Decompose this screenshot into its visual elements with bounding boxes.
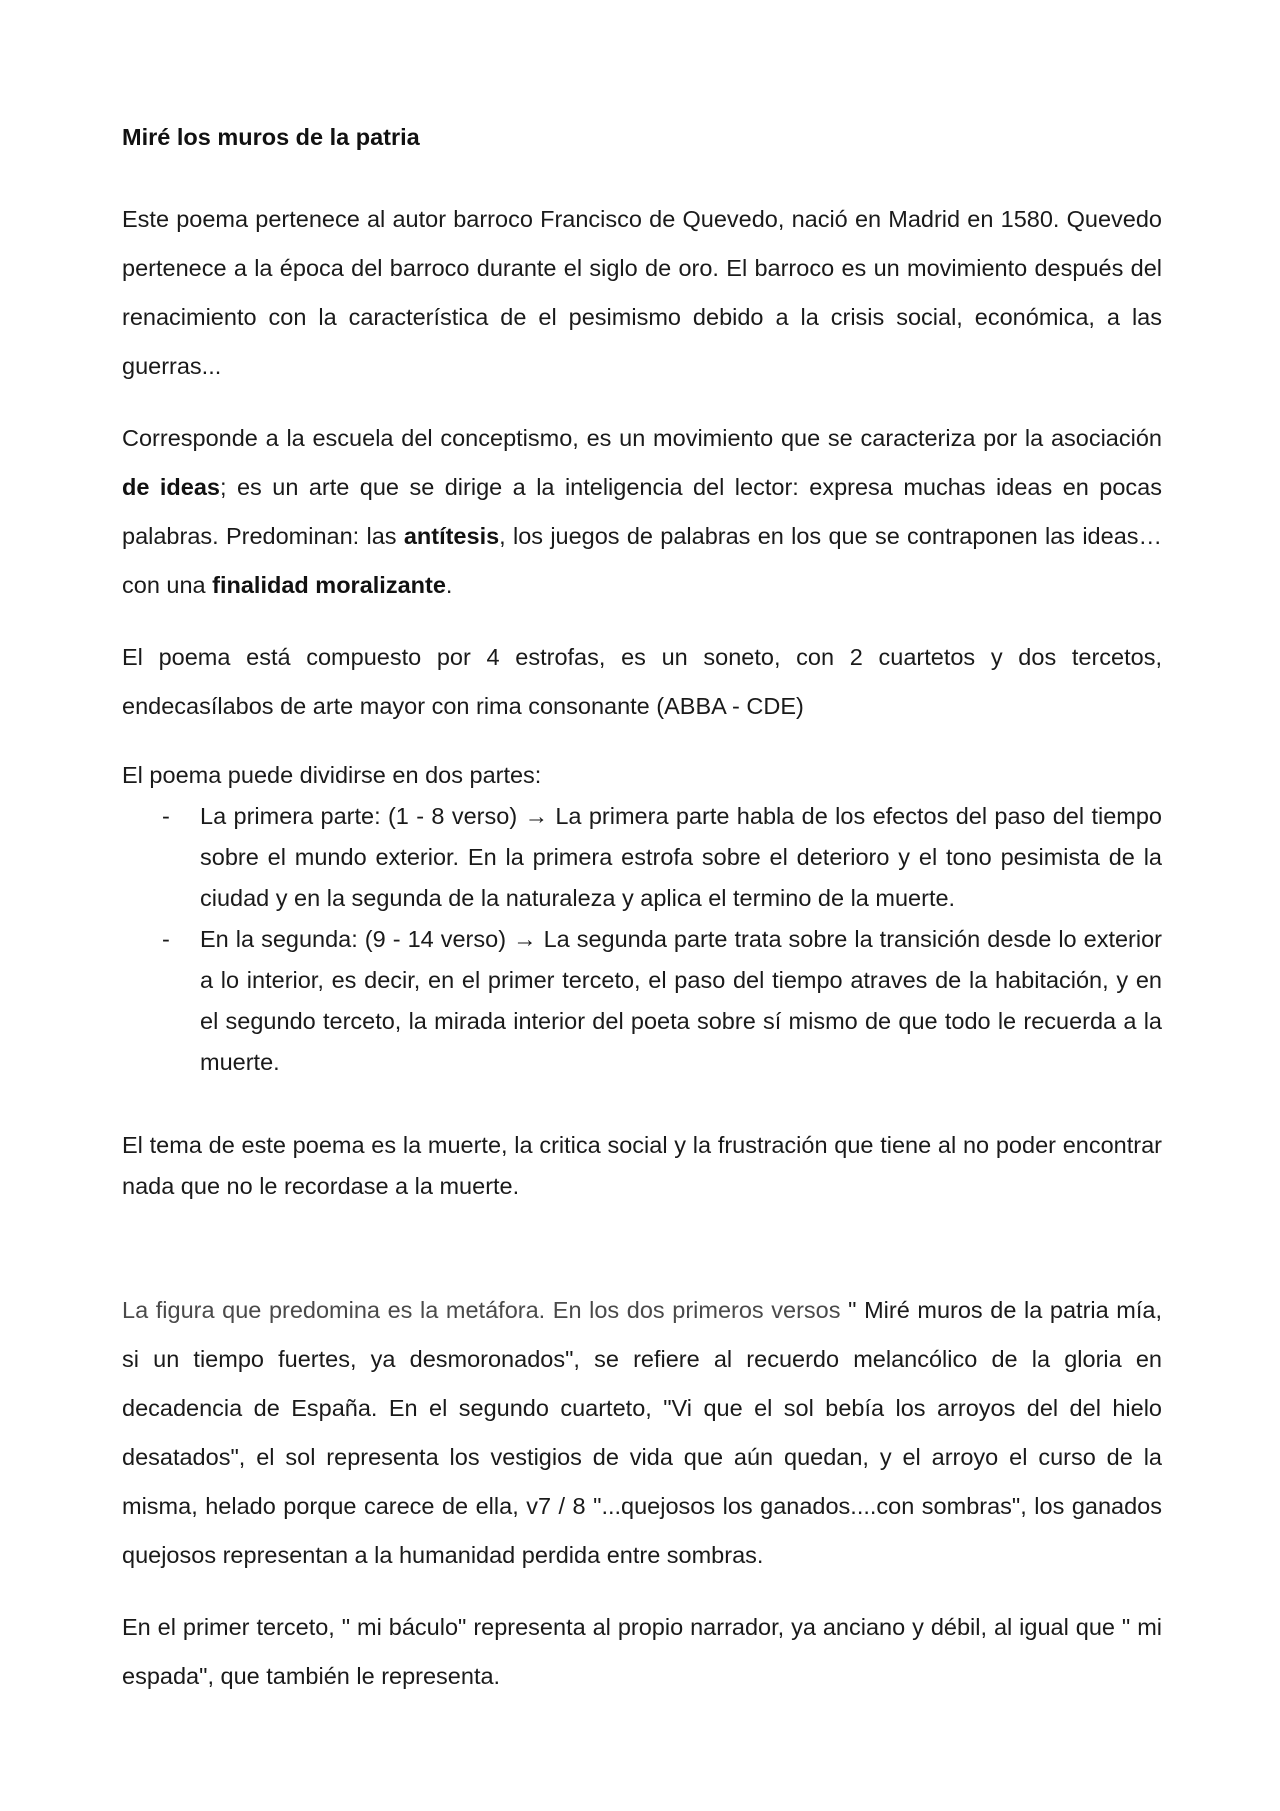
bold-antitesis: antítesis <box>403 523 500 549</box>
metaphor-gray-text: La figura que predomina es la metáfora. En los dos primeros versos <box>122 1297 849 1323</box>
bold-de-ideas: de ideas <box>122 474 220 500</box>
bold-finalidad-moralizante: finalidad moralizante <box>212 572 446 598</box>
list-item-text: La primera parte: (1 - 8 verso) → La primera parte habla de los efectos del paso del tiempo sobre el mundo exterior. En la primera estrofa sobre el deterioro y el tono pesimista de la ciudad y en la segunda de la naturaleza y aplica el termino de la muerte. <box>200 803 1162 911</box>
list-item-text: En la segunda: (9 - 14 verso) → La segunda parte trata sobre la transición desde lo exterior a lo interior, es decir, en el primer terceto, el paso del tiempo atraves de la habitación, y en el segundo terceto, la mirada interior del poeta sobre sí mismo de que todo le recuerda a la muerte. <box>200 926 1162 1075</box>
list-item <box>122 919 1162 1083</box>
conceptismo-text-4: . <box>445 572 453 598</box>
conceptismo-paragraph <box>122 414 1162 610</box>
metaphor-text: " Miré muros de la patria mía, si un tiempo fuertes, ya desmoronados", se refiere al recuerdo melancólico de la gloria en decadencia de España. En el segundo cuarteto, "Vi que el sol bebía los arroyos del del hielo desatados", el sol representa los vestigios de vida que aún quedan, y el arroyo el curso de la misma, helado porque carece de ella, v7 / 8 "...quejosos los ganados....con sombras", los ganados quejosos representan a la humanidad perdida entre sombras. <box>122 1297 1162 1568</box>
terceto-paragraph: En el primer terceto, " mi báculo" representa al propio narrador, ya anciano y débil, al igual que " mi espada", que también le representa. <box>122 1614 1162 1689</box>
parts-intro: El poema puede dividirse en dos partes: <box>122 762 542 788</box>
list-dash: - <box>162 803 170 829</box>
document-title: Miré los muros de la patria <box>122 124 420 150</box>
conceptismo-text-1: Corresponde a la escuela del conceptismo, es un movimiento que se caracteriza por la asociación <box>122 425 1162 451</box>
list-item <box>122 796 1162 919</box>
metaphor-paragraph <box>122 1286 1162 1580</box>
theme-paragraph: El tema de este poema es la muerte, la critica social y la frustración que tiene al no poder encontrar nada que no le recordase a la muerte. <box>122 1132 1162 1199</box>
intro-paragraph: Este poema pertenece al autor barroco Francisco de Quevedo, nació en Madrid en 1580. Quevedo pertenece a la época del barroco durante el siglo de oro. El barroco es un movimiento después del renacimiento con la característica de el pesimismo debido a la crisis social, económica, a las guerras... <box>122 206 1162 379</box>
structure-paragraph: El poema está compuesto por 4 estrofas, es un soneto, con 2 cuartetos y dos tercetos, endecasílabos de arte mayor con rima consonante (ABBA - CDE) <box>122 644 1162 719</box>
conceptismo-text-2: ; es un arte que se dirige a la inteligencia del lector: expresa muchas ideas en pocas palabras. Predominan: las <box>122 474 1162 549</box>
conceptismo-text-3: , los juegos de palabras en los que se contraponen las ideas… con una <box>122 523 1163 598</box>
list-dash: - <box>162 926 170 952</box>
parts-list <box>122 796 1162 1083</box>
